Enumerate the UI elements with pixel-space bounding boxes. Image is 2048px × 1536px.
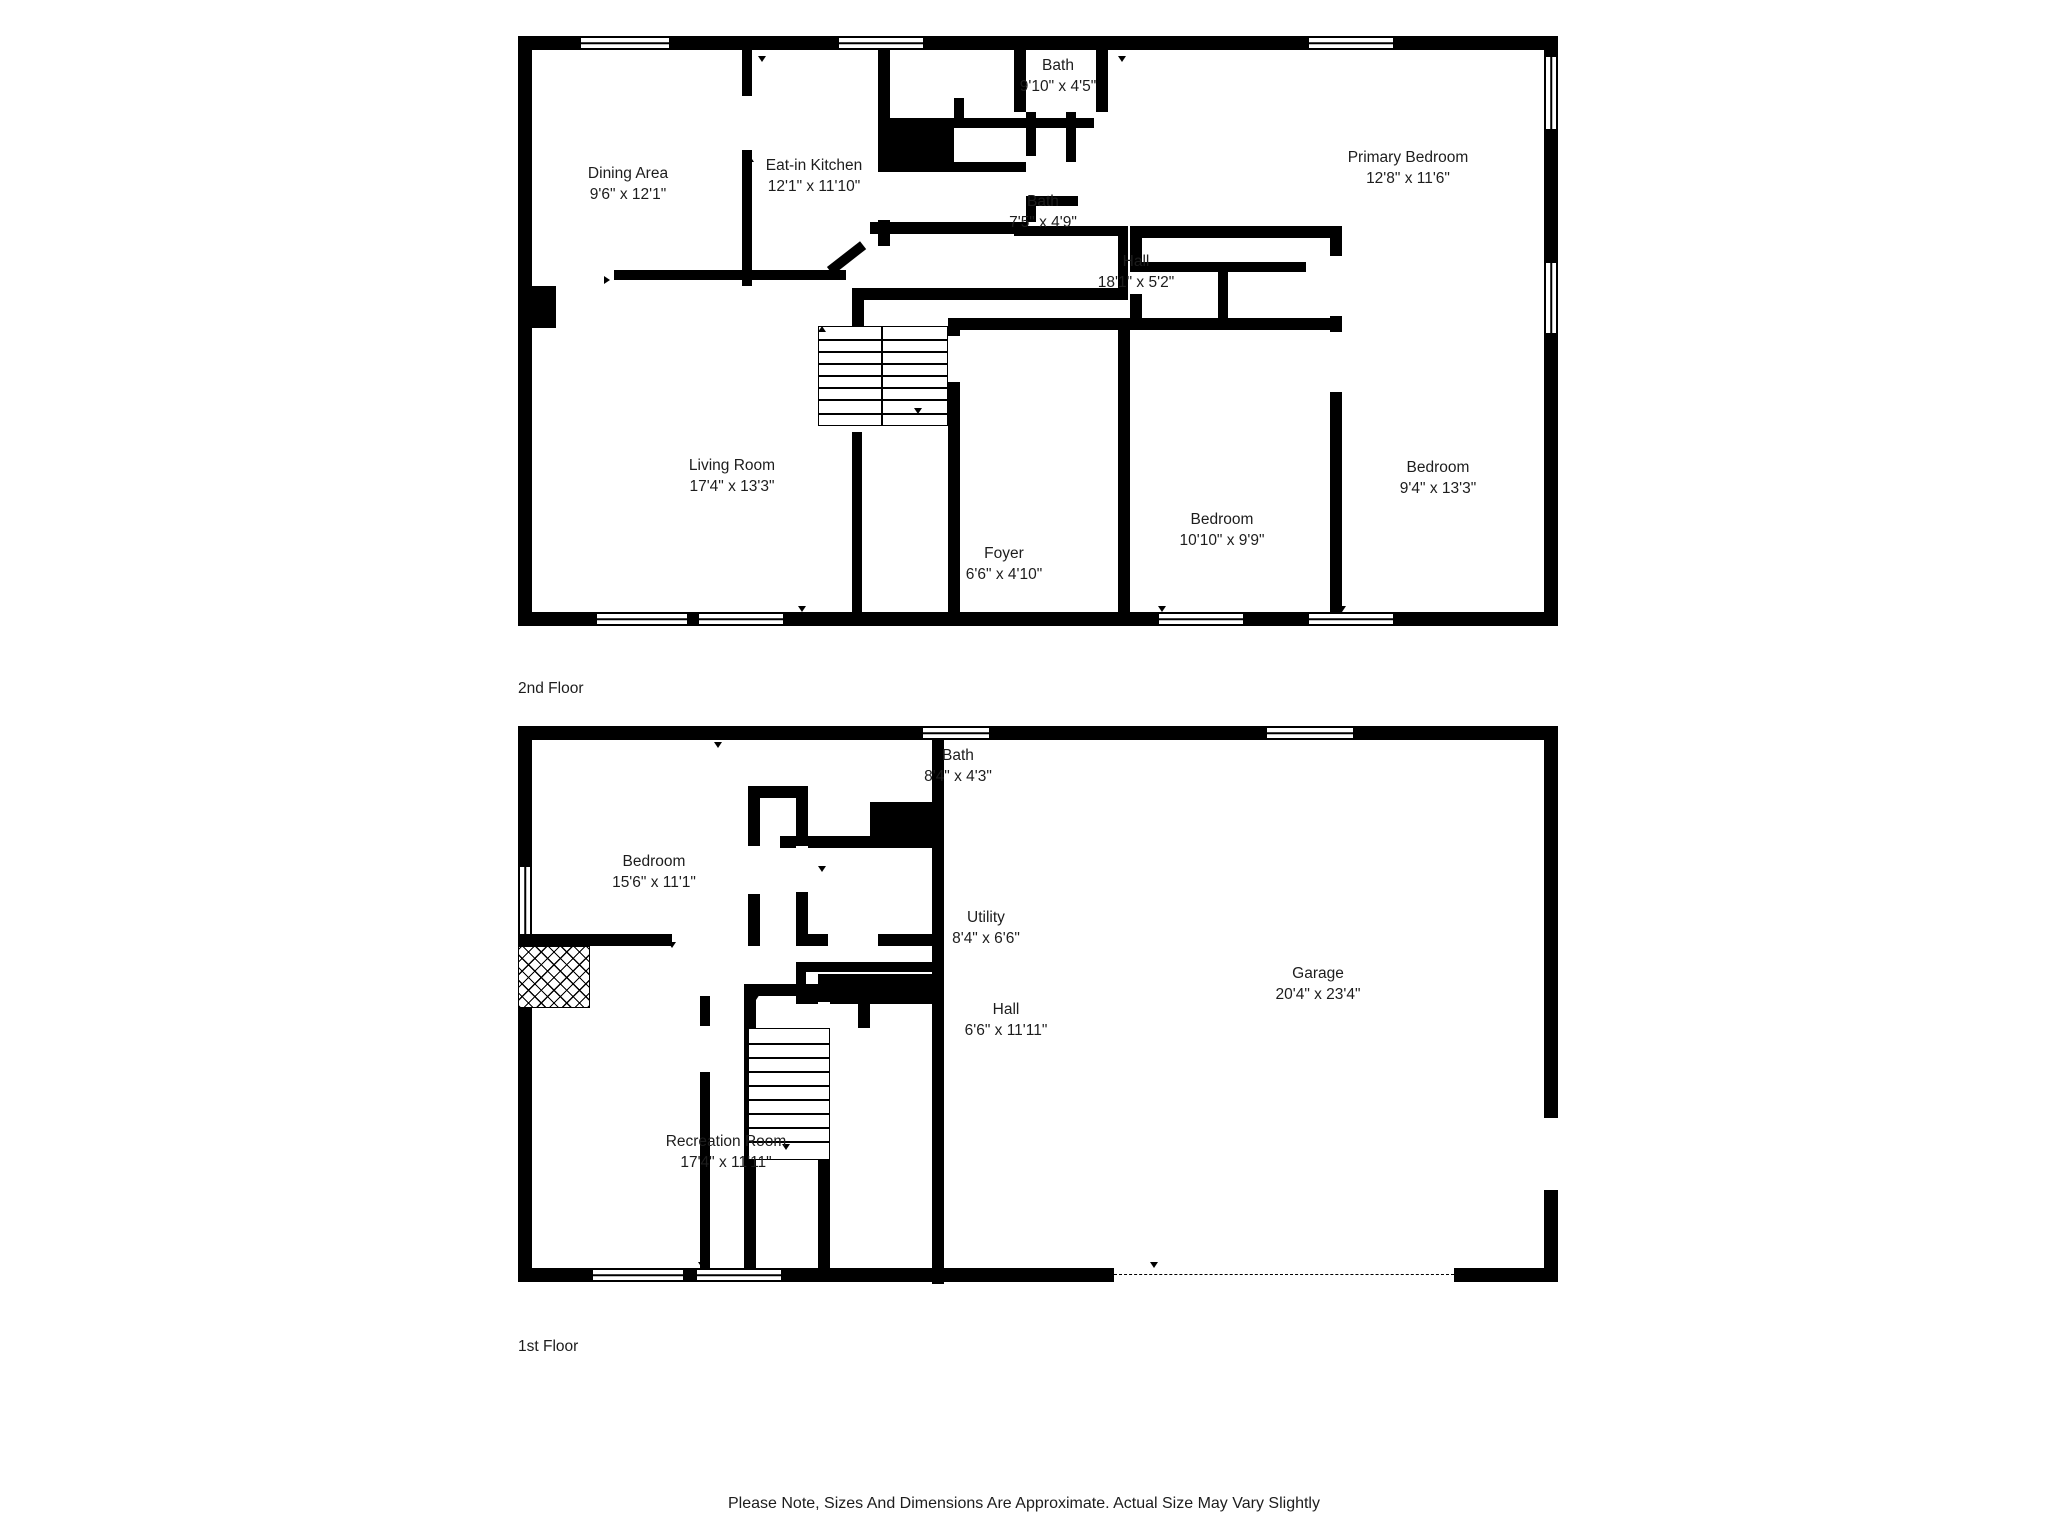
window bbox=[838, 37, 924, 49]
door-marker bbox=[758, 56, 766, 62]
interior-wall bbox=[852, 432, 862, 614]
window bbox=[698, 613, 784, 625]
interior-wall bbox=[870, 222, 1028, 234]
room-label-bath: Bath 8'4" x 4'3" bbox=[924, 747, 992, 785]
window bbox=[1545, 56, 1557, 130]
door-marker bbox=[698, 1262, 706, 1268]
interior-wall bbox=[1096, 50, 1108, 112]
doorway-opening bbox=[700, 1026, 710, 1072]
door-marker bbox=[1338, 606, 1346, 612]
door-marker bbox=[818, 866, 826, 872]
room-label-hall: Hall 18'1" x 5'2" bbox=[1097, 253, 1175, 291]
exterior-wall-top bbox=[518, 36, 1558, 50]
floor-caption-second: 2nd Floor bbox=[518, 680, 584, 697]
floorplan-second-floor bbox=[518, 36, 1558, 626]
tiled-entry-area bbox=[518, 946, 590, 1008]
window bbox=[922, 727, 990, 739]
room-label-recreation-room: Recreation Room 17'4" x 11'11" bbox=[665, 1133, 787, 1171]
doorway-opening bbox=[1330, 332, 1342, 392]
doorway-opening bbox=[828, 934, 878, 946]
room-label-living-room: Living Room 17'4" x 13'3" bbox=[688, 457, 776, 495]
door-marker bbox=[524, 1166, 530, 1174]
door-marker bbox=[524, 788, 530, 796]
room-label-bath-lower: Bath 7'5" x 4'9" bbox=[1009, 193, 1077, 231]
doorway-opening bbox=[672, 934, 748, 946]
room-label-bedroom: Bedroom 15'6" x 11'1" bbox=[612, 853, 696, 891]
room-label-bedroom-right: Bedroom 9'4" x 13'3" bbox=[1399, 459, 1477, 497]
window bbox=[519, 866, 531, 940]
door-marker bbox=[714, 742, 722, 748]
interior-wall bbox=[614, 270, 846, 280]
garage-door-opening bbox=[1544, 1118, 1558, 1190]
room-label-bath-upper: Bath 9'10" x 4'5" bbox=[1019, 57, 1097, 95]
interior-wall bbox=[1218, 262, 1228, 318]
doorway-opening bbox=[796, 846, 808, 892]
doorway-opening bbox=[742, 96, 752, 150]
doorway-opening bbox=[878, 172, 890, 220]
room-label-hall: Hall 6'6" x 11'11" bbox=[964, 1001, 1048, 1039]
interior-wall bbox=[954, 118, 1094, 128]
closet-block bbox=[870, 802, 932, 840]
door-marker bbox=[604, 276, 610, 284]
interior-wall bbox=[858, 984, 870, 1028]
window bbox=[1158, 613, 1244, 625]
window bbox=[696, 1269, 782, 1281]
doorway-opening bbox=[948, 336, 960, 382]
door-marker bbox=[798, 606, 806, 612]
interior-wall bbox=[1118, 318, 1130, 614]
interior-wall bbox=[742, 50, 752, 286]
exterior-wall-left bbox=[518, 36, 532, 626]
door-marker bbox=[1158, 606, 1166, 612]
door-marker bbox=[746, 156, 754, 162]
room-label-eat-in-kitchen: Eat-in Kitchen 12'1" x 11'10" bbox=[765, 157, 863, 195]
floorplan-first-floor bbox=[518, 726, 1558, 1282]
garage-bottom-opening bbox=[1114, 1268, 1454, 1282]
door-marker bbox=[752, 994, 760, 1000]
interior-wall bbox=[1130, 318, 1330, 330]
room-label-dining-area: Dining Area 9'6" x 12'1" bbox=[587, 165, 669, 203]
interior-wall bbox=[796, 984, 944, 996]
stairs-direction-arrow bbox=[914, 408, 922, 414]
stairs bbox=[818, 326, 948, 426]
room-label-foyer: Foyer 6'6" x 4'10" bbox=[965, 545, 1043, 583]
disclaimer-note: Please Note, Sizes And Dimensions Are Approximate. Actual Size May Vary Slightly bbox=[728, 1495, 1320, 1512]
chimney-block bbox=[518, 286, 556, 328]
floor-caption-first: 1st Floor bbox=[518, 1338, 579, 1355]
room-label-garage: Garage 20'4" x 23'4" bbox=[1275, 965, 1361, 1003]
interior-wall bbox=[818, 974, 942, 984]
doorway-opening bbox=[1330, 256, 1342, 316]
window bbox=[1308, 613, 1394, 625]
room-label-bedroom-center: Bedroom 10'10" x 9'9" bbox=[1179, 511, 1265, 549]
doorway-opening bbox=[1066, 162, 1076, 178]
angled-wall bbox=[827, 241, 866, 275]
door-marker bbox=[1308, 232, 1316, 238]
door-marker bbox=[524, 226, 530, 234]
window bbox=[1308, 37, 1394, 49]
window bbox=[592, 1269, 684, 1281]
window bbox=[1266, 727, 1354, 739]
doorway-opening bbox=[748, 846, 760, 894]
interior-wall bbox=[796, 962, 944, 972]
room-label-primary-bedroom: Primary Bedroom 12'8" x 11'6" bbox=[1347, 149, 1469, 187]
door-marker bbox=[1150, 1262, 1158, 1268]
door-marker bbox=[1158, 232, 1166, 238]
door-marker bbox=[524, 396, 530, 404]
garage-threshold-line bbox=[1114, 1274, 1454, 1275]
window bbox=[580, 37, 670, 49]
room-label-utility: Utility 8'4" x 6'6" bbox=[952, 909, 1020, 947]
exterior-wall-right bbox=[1544, 726, 1558, 1282]
stairs-direction-arrow bbox=[818, 326, 826, 332]
window bbox=[596, 613, 688, 625]
interior-wall bbox=[948, 318, 1132, 330]
interior-wall bbox=[852, 288, 976, 300]
doorway-opening bbox=[1026, 156, 1036, 196]
exterior-wall-top bbox=[518, 726, 1558, 740]
door-marker bbox=[1118, 56, 1126, 62]
door-marker bbox=[668, 942, 676, 948]
interior-wall bbox=[878, 162, 1028, 172]
closet-block bbox=[880, 118, 954, 164]
window bbox=[1545, 262, 1557, 334]
